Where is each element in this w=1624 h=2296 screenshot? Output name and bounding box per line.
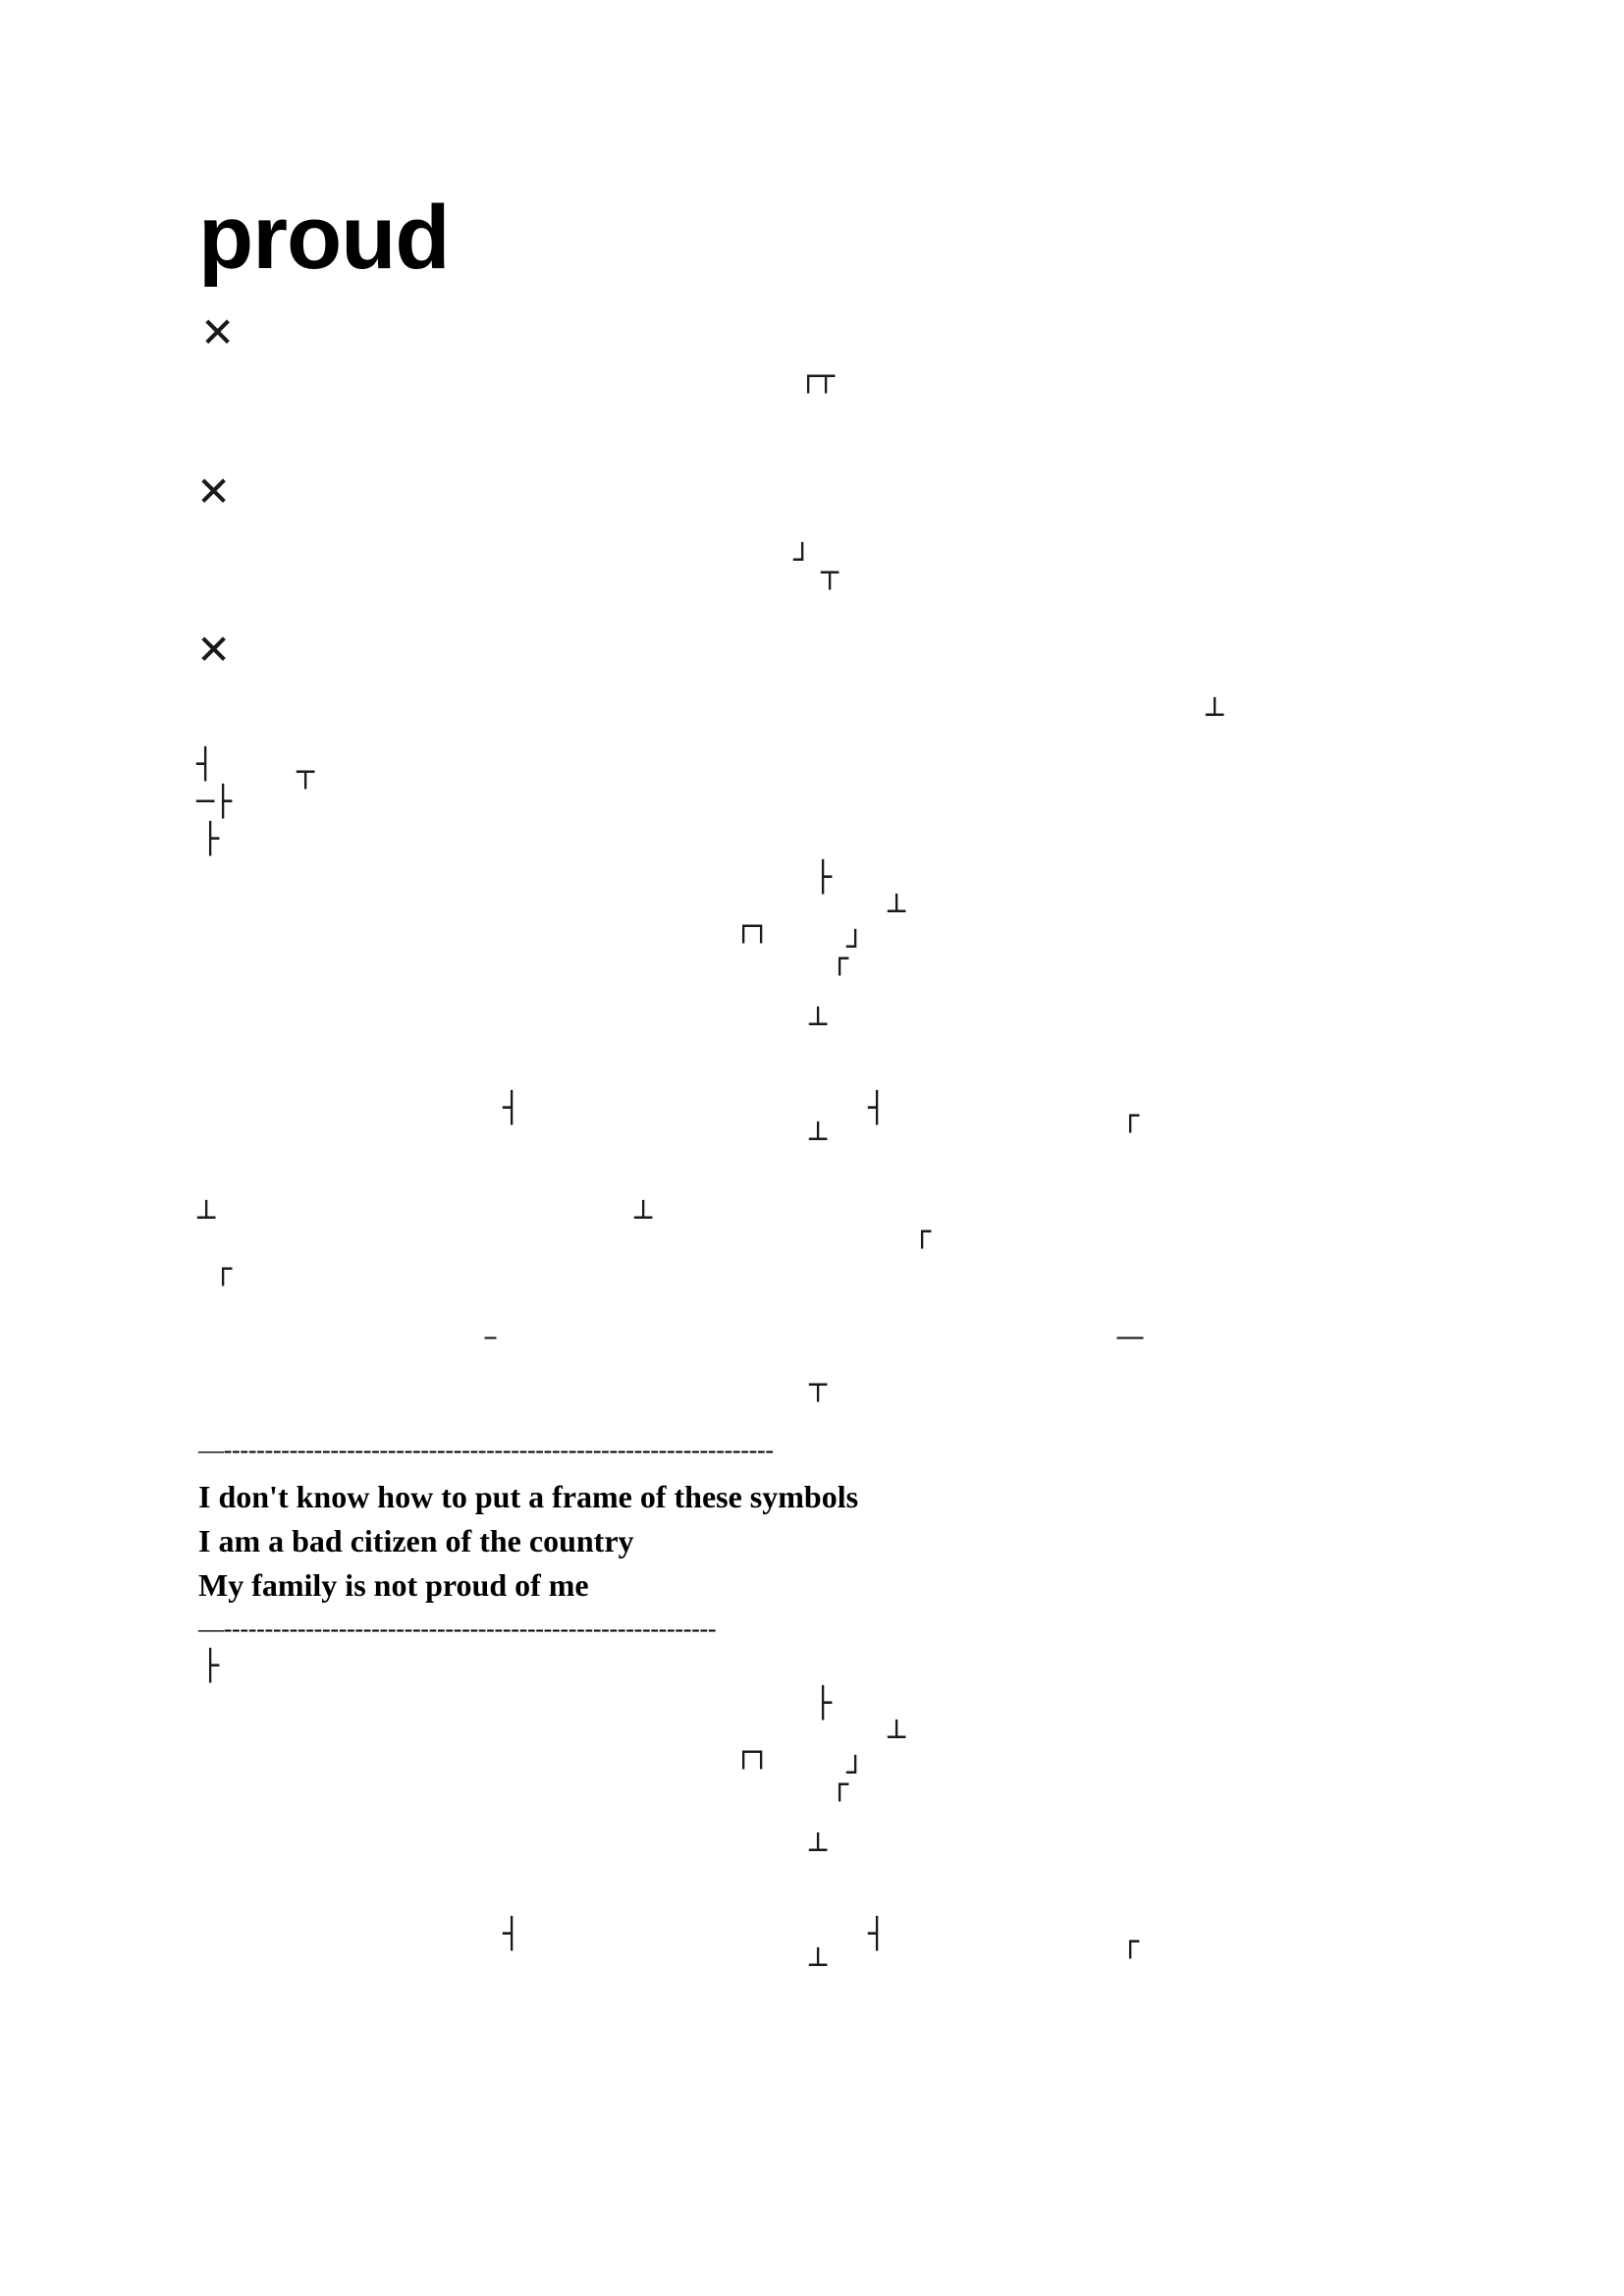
- corner-top-left-symbol: ┌: [831, 1768, 849, 1802]
- corner-bottom-right-symbol: ┘: [846, 930, 865, 964]
- tee-right-symbol: ├: [201, 822, 220, 856]
- tee-up-symbol: ┴: [809, 1008, 828, 1042]
- tee-up-symbol: ┴: [809, 1122, 828, 1157]
- corner-top-left-symbol: ┌: [214, 1252, 233, 1286]
- corner-top-left-tee-down-symbol: ┌┬: [799, 359, 836, 394]
- tee-right-symbol: ├: [814, 860, 833, 895]
- tee-right-symbol: ├: [201, 1649, 220, 1683]
- separator-rule-top: —-------------------------------------------------------------------: [198, 1436, 774, 1464]
- page-title: proud: [198, 188, 450, 288]
- corner-top-left-symbol: ┌: [913, 1215, 932, 1249]
- text-line-3: My family is not proud of me: [198, 1567, 589, 1603]
- tee-up-symbol: ┴: [809, 1948, 828, 1983]
- tee-down-symbol: ┬: [821, 556, 839, 590]
- tee-up-symbol: ┴: [809, 1833, 828, 1868]
- tee-up-symbol: ┴: [888, 1721, 906, 1755]
- cross-icon: ✕: [200, 308, 236, 356]
- corner-pair-symbol: ┌┐: [734, 1735, 771, 1770]
- separator-rule-bottom: —------------------------------------------------------------: [198, 1614, 717, 1643]
- left-tee-combo-symbol: ─├: [196, 785, 233, 819]
- tee-up-symbol: ┴: [197, 1201, 216, 1235]
- tee-left-symbol: ┤: [503, 1917, 521, 1951]
- tee-up-symbol: ┴: [1206, 698, 1224, 733]
- tee-left-symbol: ┤: [868, 1917, 887, 1951]
- text-line-1: I don't know how to put a frame of these symbols: [198, 1479, 859, 1514]
- cross-icon: ✕: [196, 467, 232, 516]
- tee-up-symbol: ┴: [888, 895, 906, 929]
- corner-bottom-right-symbol: ┘: [793, 543, 812, 577]
- long-dash-symbol: —: [1115, 1320, 1145, 1354]
- corner-bottom-right-symbol: ┘: [846, 1756, 865, 1790]
- tee-down-symbol: ┬: [809, 1368, 828, 1402]
- text-line-2: I am a bad citizen of the country: [198, 1523, 634, 1558]
- tee-up-symbol: ┴: [634, 1201, 653, 1235]
- tee-right-symbol: ├: [814, 1686, 833, 1721]
- corner-top-left-symbol: ┌: [1121, 1925, 1140, 1959]
- short-dash-symbol: –: [483, 1320, 498, 1354]
- tee-left-symbol: ┤: [868, 1091, 887, 1125]
- corner-top-left-symbol: ┌: [831, 942, 849, 976]
- tee-left-symbol: ┤: [503, 1091, 521, 1125]
- cross-icon: ✕: [196, 626, 232, 674]
- tee-down-symbol: ┬: [297, 755, 315, 790]
- tee-left-symbol: ┤: [196, 747, 215, 782]
- corner-top-left-symbol: ┌: [1121, 1099, 1140, 1133]
- corner-pair-symbol: ┌┐: [734, 909, 771, 944]
